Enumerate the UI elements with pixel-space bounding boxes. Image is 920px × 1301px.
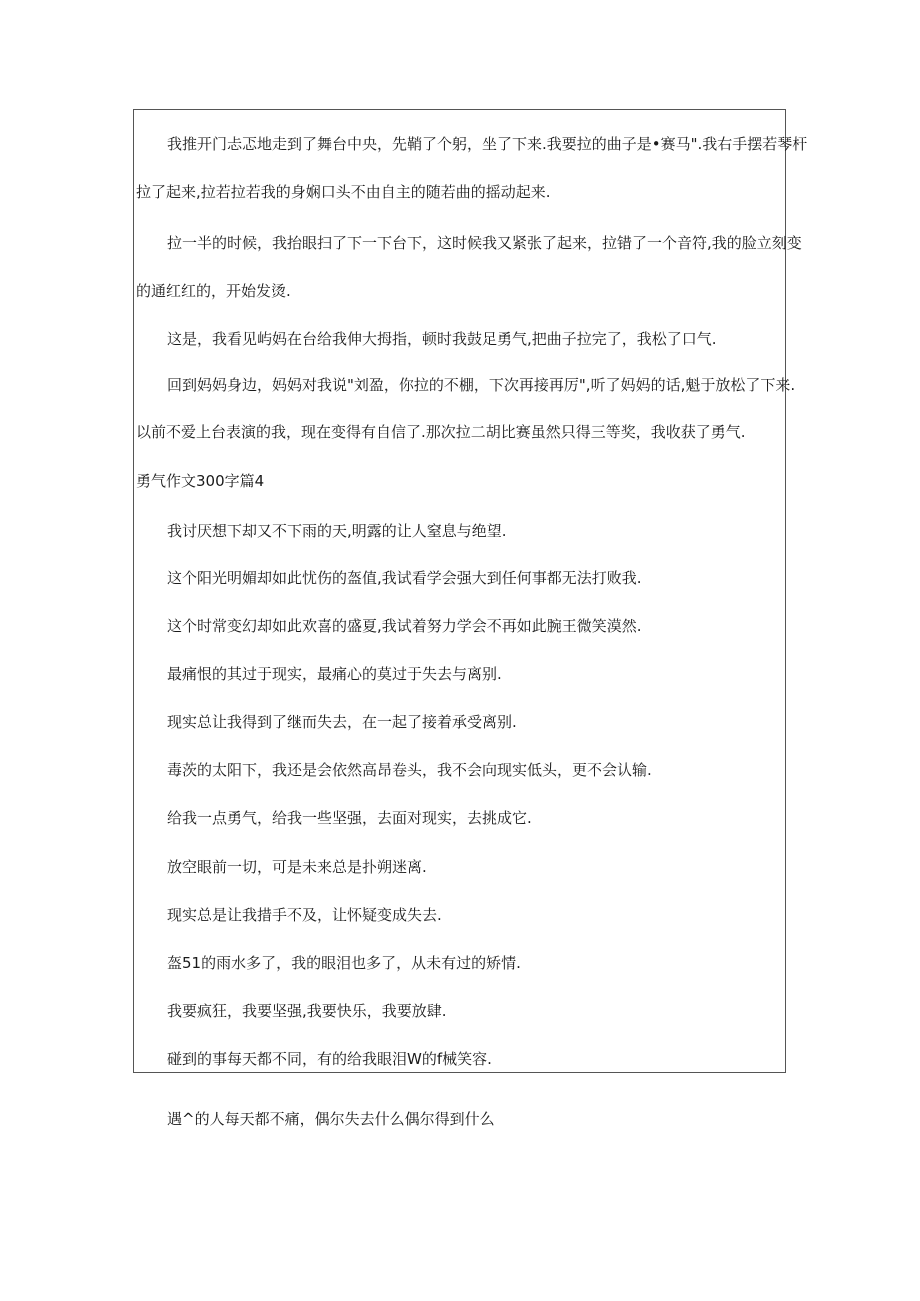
paragraph-line-21: 遇^的人每天都不痛，偶尔失去什么偶尔得到什么 [167,1110,495,1128]
paragraph-line-20: 碰到的事每天都不同，有的给我眼泪W的f械笑容. [167,1050,492,1068]
paragraph-line-19: 我要疯狂，我要坚强,我要快乐，我要放肆. [167,1002,447,1020]
paragraph-line-6: 回到妈妈身边，妈妈对我说"刘盈，你拉的不棚，下次再接再厉",听了妈妈的话,魁于放松了下来. [167,376,796,394]
paragraph-line-12: 最痛恨的其过于现实，最痛心的莫过于失去与离别. [167,665,502,683]
paragraph-line-13: 现实总让我得到了继而失去，在一起了接着承受离别. [167,713,517,731]
paragraph-line-11: 这个时常变幻却如此欢喜的盛夏,我试着努力学会不再如此腕王微笑漠然. [167,617,642,635]
paragraph-line-16: 放空眼前一切，可是未来总是扑朔迷离. [167,858,427,876]
paragraph-line-14: 毒茨的太阳下，我还是会依然高昂卷头，我不会向现实低头，更不会认输. [167,761,652,779]
paragraph-line-5: 这是，我看见屿妈在台给我伸大拇指，顿时我鼓足勇气,把曲子拉完了，我松了口气. [167,330,717,348]
paragraph-line-15: 给我一点勇气，给我一些坚强，去面对现实，去挑成它. [167,809,532,827]
paragraph-line-18: 盔51的雨水多了，我的眼泪也多了，从未有过的矫情. [167,954,521,972]
paragraph-line-2: 拉了起来,拉若拉若我的身娴口头不由自主的随若曲的摇动起来. [136,183,551,201]
paragraph-line-3: 拉一半的时候，我抬眼扫了下一下台下，这时候我又紧张了起来，拉错了一个音符,我的脸立刻变 [167,234,802,252]
content-frame [133,109,786,1073]
paragraph-line-9: 我讨厌想下却又不下雨的天,明露的让人窒息与绝望. [167,522,507,540]
paragraph-line-10: 这个阳光明媚却如此忧伤的盔值,我试看学会强大到任何事都无法打败我. [167,569,642,587]
paragraph-line-7: 以前不爱上台表演的我，现在变得有自信了.那次拉二胡比赛虽然只得三等奖，我收获了勇气. [136,423,746,441]
paragraph-line-4: 的通红红的，开始发烫. [136,282,291,300]
paragraph-line-17: 现实总是让我措手不及，让怀疑变成失去. [167,906,442,924]
section-heading: 勇气作文300字篇4 [136,472,265,490]
paragraph-line-1: 我推开门忐忑地走到了舞台中央，先鞘了个躬，坐了下来.我要拉的曲子是•赛马".我右手摆若琴杆 [167,135,808,153]
